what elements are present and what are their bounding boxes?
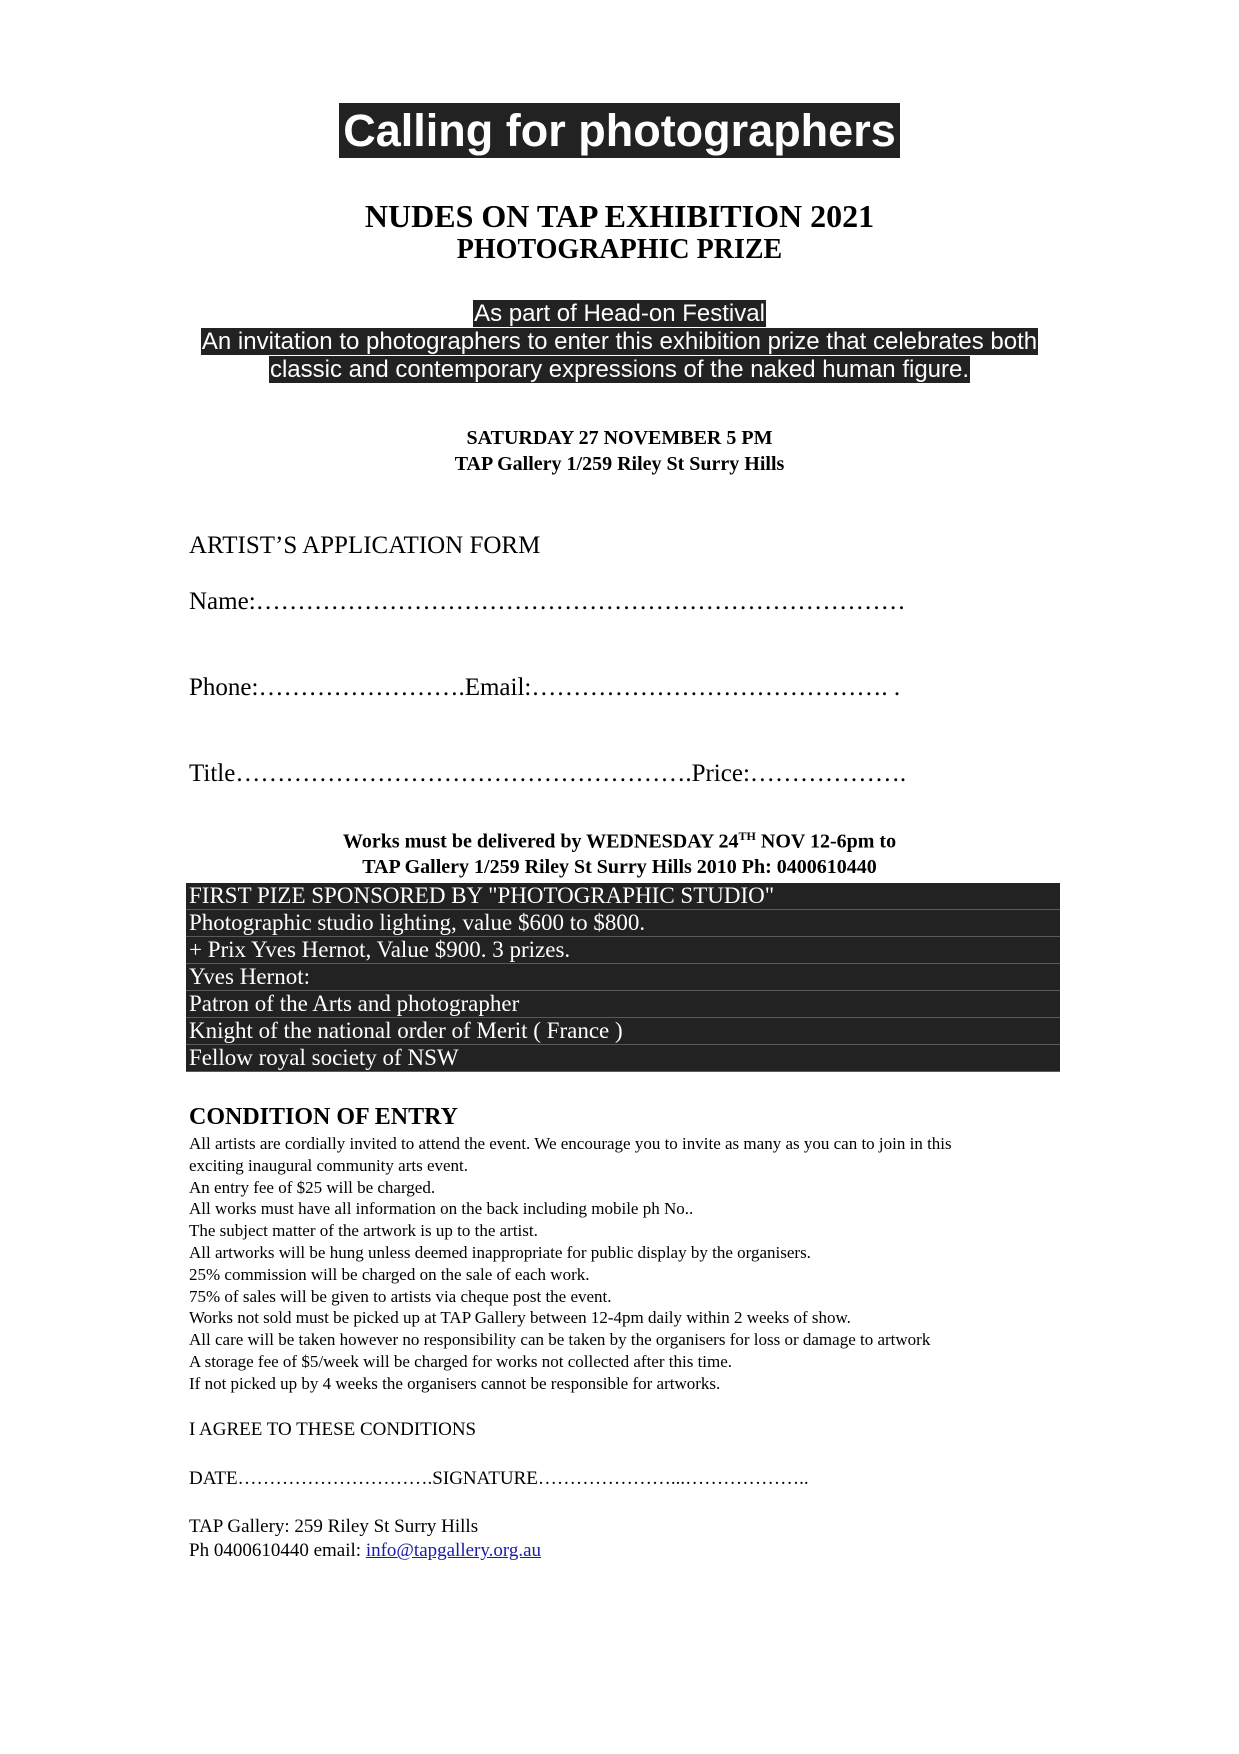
banner — [0, 104, 1239, 157]
banner-title: Calling for photographers — [339, 103, 900, 158]
condition-line: Works not sold must be picked up at TAP Gallery between 12-4pm daily within 2 weeks of show. — [189, 1308, 851, 1328]
condition-line: 75% of sales will be given to artists via cheque post the event. — [189, 1286, 612, 1306]
condition-line: A storage fee of $5/week will be charged for works not collected after this time. — [189, 1351, 733, 1371]
condition-line: All artists are cordially invited to attend the event. We encourage you to invite as many as you can to join in this — [189, 1134, 952, 1153]
exhibition-heading: NUDES ON TAP EXHIBITION 2021 — [364, 198, 875, 234]
condition-line: 25% commission will be charged on the sale of each work. — [189, 1264, 590, 1284]
prize-line: + Prix Yves Hernot, Value $900. 3 prizes. — [186, 937, 1060, 964]
email-link[interactable]: info@tapgallery.org.au — [365, 1540, 542, 1561]
delivery-line-2: TAP Gallery 1/259 Riley St Surry Hills 2010 Ph: 0400610440 — [362, 855, 877, 878]
delivery-line-1: Works must be delivered by WEDNESDAY 24TH NOV 12-6pm to — [342, 829, 897, 853]
event-venue: TAP Gallery 1/259 Riley St Surry Hills — [454, 453, 785, 475]
condition-line: If not picked up by 4 weeks the organisers cannot be responsible for artworks. — [189, 1373, 721, 1393]
condition-line: All works must have all information on the back including mobile ph No.. — [189, 1199, 694, 1219]
prize-line: FIRST PIZE SPONSORED BY "PHOTOGRAPHIC STUDIO" — [186, 883, 1060, 910]
footer-phone-email: Ph 0400610440 email: info@tapgallery.org.au — [189, 1540, 542, 1561]
festival-line-2: An invitation to photographers to enter this exhibition prize that celebrates both — [201, 328, 1038, 355]
condition-line: An entry fee of $25 will be charged. — [189, 1177, 436, 1197]
event-date: SATURDAY 27 NOVEMBER 5 PM — [466, 427, 773, 449]
festival-invitation — [0, 300, 1239, 384]
application-form-title: ARTIST’S APPLICATION FORM — [189, 532, 541, 559]
condition-line: All artworks will be hung unless deemed inappropriate for public display by the organisers. — [189, 1242, 811, 1262]
phone-email-field[interactable]: Phone:…………………….Email:……………………………………. . — [189, 674, 901, 701]
agree-statement: I AGREE TO THESE CONDITIONS — [189, 1419, 477, 1440]
name-field[interactable]: Name:…………………………………………………………………… — [189, 588, 906, 615]
prize-box — [186, 883, 1060, 1072]
prize-line: Fellow royal society of NSW — [186, 1045, 1060, 1072]
festival-line-3: classic and contemporary expressions of the naked human figure. — [269, 356, 970, 383]
delivery-instructions — [0, 824, 1239, 880]
event-details — [0, 425, 1239, 477]
title-price-field[interactable]: Title……………………………………………….Price:………………. — [189, 760, 907, 787]
date-signature-field[interactable]: DATE………………………….SIGNATURE…………………...……………….. — [189, 1468, 809, 1489]
footer-contact — [189, 1515, 541, 1563]
condition-line: exciting inaugural community arts event. — [189, 1155, 469, 1175]
prize-line: Photographic studio lighting, value $600 to $800. — [186, 910, 1060, 937]
prize-line: Knight of the national order of Merit ( France ) — [186, 1018, 1060, 1045]
condition-line: All care will be taken however no responsibility can be taken by the organisers for loss or damage to artwork — [189, 1330, 931, 1350]
prize-subheading: PHOTOGRAPHIC PRIZE — [456, 234, 783, 265]
condition-line: The subject matter of the artwork is up to the artist. — [189, 1221, 538, 1241]
prize-line: Yves Hernot: — [186, 964, 1060, 991]
conditions-list — [189, 1133, 1069, 1395]
footer-address: TAP Gallery: 259 Riley St Surry Hills — [189, 1516, 479, 1537]
prize-line: Patron of the Arts and photographer — [186, 991, 1060, 1018]
festival-line-1: As part of Head-on Festival — [474, 300, 765, 327]
conditions-title: CONDITION OF ENTRY — [189, 1104, 458, 1130]
